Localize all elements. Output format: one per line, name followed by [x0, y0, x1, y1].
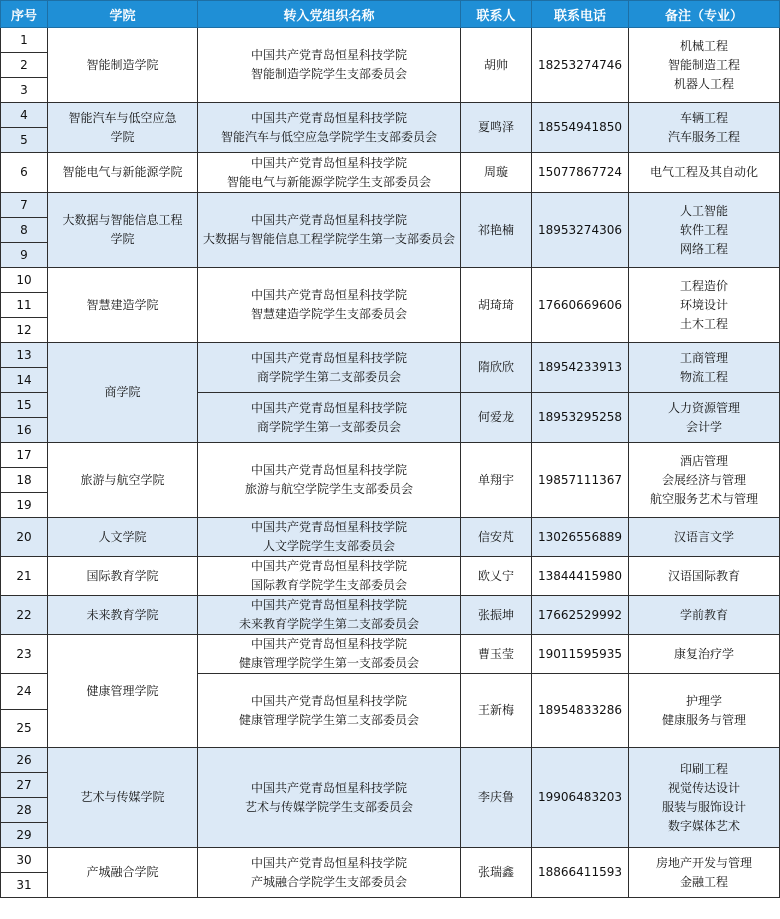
- org-name-line: 产城融合学院学生支部委员会: [250, 874, 407, 889]
- major-line: 金融工程: [679, 874, 728, 889]
- org-name-line: 中国共产党青岛恒星科技学院: [250, 855, 407, 870]
- college-cell: [48, 153, 198, 193]
- major-line: 软件工程: [679, 222, 728, 237]
- college-cell: [48, 748, 198, 848]
- college-name-line: 艺术与传媒学院: [80, 790, 165, 804]
- college-cell: [48, 518, 198, 557]
- org-name-cell: [198, 557, 461, 596]
- table-row: [1, 103, 780, 128]
- org-name-cell: [198, 343, 461, 393]
- row-index: 12: [1, 318, 48, 343]
- table-row: [1, 848, 780, 873]
- org-name-line: 中国共产党青岛恒星科技学院: [250, 520, 407, 534]
- row-index: 4: [1, 103, 48, 128]
- org-name-line: 智能电气与新能源学院学生支部委员会: [226, 174, 431, 189]
- row-index: 28: [1, 798, 48, 823]
- notes-cell: [629, 393, 780, 443]
- college-cell: [48, 596, 198, 635]
- notes-cell: [629, 193, 780, 268]
- major-line: 服装与服饰设计: [661, 799, 746, 814]
- major-line: 视觉传达设计: [667, 780, 740, 795]
- row-index: 21: [1, 557, 48, 596]
- major-line: 机械工程: [679, 38, 728, 53]
- table-row: [1, 443, 780, 468]
- table-row: [1, 268, 780, 293]
- org-name-line: 商学院学生第二支部委员会: [256, 369, 401, 384]
- row-index: 1: [1, 28, 48, 53]
- college-name-line: 大数据与智能信息工程: [62, 213, 183, 227]
- row-index: 23: [1, 635, 48, 674]
- major-line: 健康服务与管理: [661, 712, 746, 727]
- org-name-line: 中国共产党青岛恒星科技学院: [250, 693, 407, 708]
- college-name-line: 学院: [110, 129, 135, 144]
- college-name-line: 人文学院: [98, 529, 147, 544]
- table-row: [1, 596, 780, 635]
- major-line: 汽车服务工程: [667, 129, 740, 144]
- org-name-line: 智慧建造学院学生支部委员会: [250, 307, 407, 321]
- major-line: 护理学: [685, 693, 722, 708]
- org-name-line: 中国共产党青岛恒星科技学院: [250, 213, 407, 227]
- college-cell: [48, 268, 198, 343]
- contact-phone: 18953295258: [532, 393, 629, 443]
- major-line: 人工智能: [679, 203, 728, 218]
- contact-person: 隋欣欣: [461, 343, 532, 393]
- row-index: 13: [1, 343, 48, 368]
- college-cell: [48, 103, 198, 153]
- row-index: 19: [1, 493, 48, 518]
- header-contact: 联系人: [461, 1, 532, 28]
- major-line: 印刷工程: [679, 761, 728, 776]
- org-name-cell: [198, 193, 461, 268]
- contact-person: 胡琦琦: [461, 268, 532, 343]
- college-name-line: 智能汽车与低空应急: [68, 110, 177, 125]
- row-index: 31: [1, 873, 48, 898]
- notes-cell: [629, 518, 780, 557]
- major-line: 学前教育: [679, 607, 728, 622]
- header-notes: 备注（专业）: [629, 1, 780, 28]
- major-line: 汉语国际教育: [667, 568, 740, 583]
- college-name-line: 智能电气与新能源学院: [62, 165, 183, 179]
- org-name-cell: [198, 153, 461, 193]
- org-name-line: 中国共产党青岛恒星科技学院: [250, 155, 407, 170]
- major-line: 物流工程: [679, 369, 728, 384]
- row-index: 5: [1, 128, 48, 153]
- org-name-line: 智能汽车与低空应急学院学生支部委员会: [220, 129, 437, 144]
- row-index: 8: [1, 218, 48, 243]
- major-line: 环境设计: [679, 297, 728, 312]
- table-body: [1, 28, 780, 898]
- contact-phone: 17660669606: [532, 268, 629, 343]
- college-cell: [48, 848, 198, 898]
- major-line: 工商管理: [679, 350, 728, 365]
- row-index: 26: [1, 748, 48, 773]
- major-line: 土木工程: [679, 316, 728, 331]
- notes-cell: [629, 153, 780, 193]
- major-line: 工程造价: [679, 278, 728, 293]
- row-index: 25: [1, 710, 48, 748]
- contact-phone: 18866411593: [532, 848, 629, 898]
- contact-phone: 17662529992: [532, 596, 629, 635]
- contact-person: 信安芃: [461, 518, 532, 557]
- notes-cell: [629, 674, 780, 748]
- contact-phone: 18953274306: [532, 193, 629, 268]
- row-index: 22: [1, 596, 48, 635]
- org-name-line: 健康管理学院学生第一支部委员会: [238, 656, 419, 670]
- major-line: 人力资源管理: [667, 400, 740, 415]
- contact-phone: 19857111367: [532, 443, 629, 518]
- college-cell: [48, 28, 198, 103]
- table-row: [1, 635, 780, 674]
- notes-cell: [629, 443, 780, 518]
- org-name-cell: [198, 393, 461, 443]
- table-header: [1, 1, 780, 28]
- row-index: 9: [1, 243, 48, 268]
- notes-cell: [629, 748, 780, 848]
- contact-person: 祁艳楠: [461, 193, 532, 268]
- college-cell: [48, 443, 198, 518]
- org-name-line: 大数据与智能信息工程学院学生第一支部委员会: [202, 232, 455, 246]
- major-line: 网络工程: [679, 241, 728, 256]
- row-index: 24: [1, 674, 48, 710]
- org-name-line: 中国共产党青岛恒星科技学院: [250, 400, 407, 415]
- contact-person: 张瑞鑫: [461, 848, 532, 898]
- contact-person: 胡帅: [461, 28, 532, 103]
- contact-phone: 18954833286: [532, 674, 629, 748]
- header-org-name: 转入党组织名称: [198, 1, 461, 28]
- notes-cell: [629, 268, 780, 343]
- college-name-line: 健康管理学院: [86, 683, 159, 698]
- contact-phone: 18253274746: [532, 28, 629, 103]
- college-cell: [48, 635, 198, 748]
- contact-phone: 19906483203: [532, 748, 629, 848]
- row-index: 20: [1, 518, 48, 557]
- contact-phone: 18554941850: [532, 103, 629, 153]
- table-row: [1, 193, 780, 218]
- notes-cell: [629, 635, 780, 674]
- table-row: [1, 343, 780, 368]
- row-index: 27: [1, 773, 48, 798]
- org-name-line: 中国共产党青岛恒星科技学院: [250, 463, 407, 477]
- org-name-cell: [198, 443, 461, 518]
- notes-cell: [629, 343, 780, 393]
- row-index: 6: [1, 153, 48, 193]
- org-name-cell: [198, 518, 461, 557]
- table-row: [1, 28, 780, 53]
- table-row: [1, 557, 780, 596]
- contact-person: 欧乂宁: [461, 557, 532, 596]
- org-name-line: 健康管理学院学生第二支部委员会: [238, 712, 419, 727]
- table-row: [1, 748, 780, 773]
- org-name-cell: [198, 596, 461, 635]
- org-name-line: 中国共产党青岛恒星科技学院: [250, 110, 407, 125]
- org-name-cell: [198, 674, 461, 748]
- row-index: 14: [1, 368, 48, 393]
- org-name-cell: [198, 268, 461, 343]
- header-index: 序号: [1, 1, 48, 28]
- org-name-line: 智能制造学院学生支部委员会: [250, 67, 407, 81]
- major-line: 会计学: [685, 419, 722, 434]
- major-line: 房地产开发与管理: [655, 855, 752, 870]
- contact-person: 单翔宇: [461, 443, 532, 518]
- org-name-line: 国际教育学院学生支部委员会: [250, 578, 407, 592]
- row-index: 11: [1, 293, 48, 318]
- org-name-line: 中国共产党青岛恒星科技学院: [250, 780, 407, 795]
- org-name-cell: [198, 103, 461, 153]
- org-name-line: 人文学院学生支部委员会: [262, 539, 395, 553]
- college-name-line: 学院: [110, 232, 135, 246]
- college-name-line: 产城融合学院: [86, 865, 159, 879]
- org-name-cell: [198, 748, 461, 848]
- row-index: 29: [1, 823, 48, 848]
- major-line: 电气工程及其自动化: [649, 165, 758, 179]
- contact-person: 夏鸣泽: [461, 103, 532, 153]
- notes-cell: [629, 28, 780, 103]
- major-line: 航空服务艺术与管理: [649, 491, 758, 506]
- table-row: [1, 153, 780, 193]
- college-name-line: 智能制造学院: [86, 57, 159, 72]
- college-name-line: 未来教育学院: [86, 607, 159, 622]
- contact-phone: 18954233913: [532, 343, 629, 393]
- org-name-line: 中国共产党青岛恒星科技学院: [250, 559, 407, 573]
- major-line: 康复治疗学: [673, 646, 734, 661]
- contact-phone: 19011595935: [532, 635, 629, 674]
- row-index: 16: [1, 418, 48, 443]
- row-index: 2: [1, 53, 48, 78]
- header-college: 学院: [48, 1, 198, 28]
- major-line: 机器人工程: [673, 76, 734, 91]
- contact-person: 何爱龙: [461, 393, 532, 443]
- college-name-line: 国际教育学院: [86, 568, 159, 583]
- row-index: 10: [1, 268, 48, 293]
- notes-cell: [629, 103, 780, 153]
- notes-cell: [629, 848, 780, 898]
- contact-phone: 13844415980: [532, 557, 629, 596]
- college-name-line: 商学院: [104, 385, 141, 399]
- major-line: 会展经济与管理: [661, 472, 746, 487]
- contact-person: 曹玉莹: [461, 635, 532, 674]
- college-cell: [48, 557, 198, 596]
- major-line: 智能制造工程: [667, 57, 740, 72]
- contact-person: 张振坤: [461, 596, 532, 635]
- org-name-line: 商学院学生第一支部委员会: [256, 419, 401, 434]
- notes-cell: [629, 557, 780, 596]
- org-name-line: 艺术与传媒学院学生支部委员会: [244, 799, 413, 814]
- college-cell: [48, 193, 198, 268]
- org-name-line: 旅游与航空学院学生支部委员会: [244, 482, 413, 496]
- contact-person: 周璇: [461, 153, 532, 193]
- college-name-line: 旅游与航空学院: [80, 472, 165, 487]
- row-index: 3: [1, 78, 48, 103]
- org-name-line: 未来教育学院学生第二支部委员会: [238, 617, 419, 631]
- row-index: 17: [1, 443, 48, 468]
- org-name-cell: [198, 635, 461, 674]
- contact-phone: 15077867724: [532, 153, 629, 193]
- contact-person: 王新梅: [461, 674, 532, 748]
- org-name-line: 中国共产党青岛恒星科技学院: [250, 48, 407, 62]
- org-name-cell: [198, 848, 461, 898]
- org-name-line: 中国共产党青岛恒星科技学院: [250, 288, 407, 302]
- org-name-line: 中国共产党青岛恒星科技学院: [250, 637, 407, 651]
- contact-phone: 13026556889: [532, 518, 629, 557]
- table-row: [1, 518, 780, 557]
- row-index: 15: [1, 393, 48, 418]
- row-index: 7: [1, 193, 48, 218]
- major-line: 数字媒体艺术: [667, 818, 740, 833]
- row-index: 30: [1, 848, 48, 873]
- org-name-line: 中国共产党青岛恒星科技学院: [250, 350, 407, 365]
- org-name-line: 中国共产党青岛恒星科技学院: [250, 598, 407, 612]
- org-name-cell: [198, 28, 461, 103]
- header-row: [1, 1, 780, 28]
- college-name-line: 智慧建造学院: [86, 297, 159, 312]
- major-line: 汉语言文学: [673, 529, 734, 544]
- notes-cell: [629, 596, 780, 635]
- header-phone: 联系电话: [532, 1, 629, 28]
- college-cell: [48, 343, 198, 443]
- major-line: 车辆工程: [679, 110, 728, 125]
- major-line: 酒店管理: [679, 453, 728, 468]
- row-index: 18: [1, 468, 48, 493]
- contact-person: 李庆鲁: [461, 748, 532, 848]
